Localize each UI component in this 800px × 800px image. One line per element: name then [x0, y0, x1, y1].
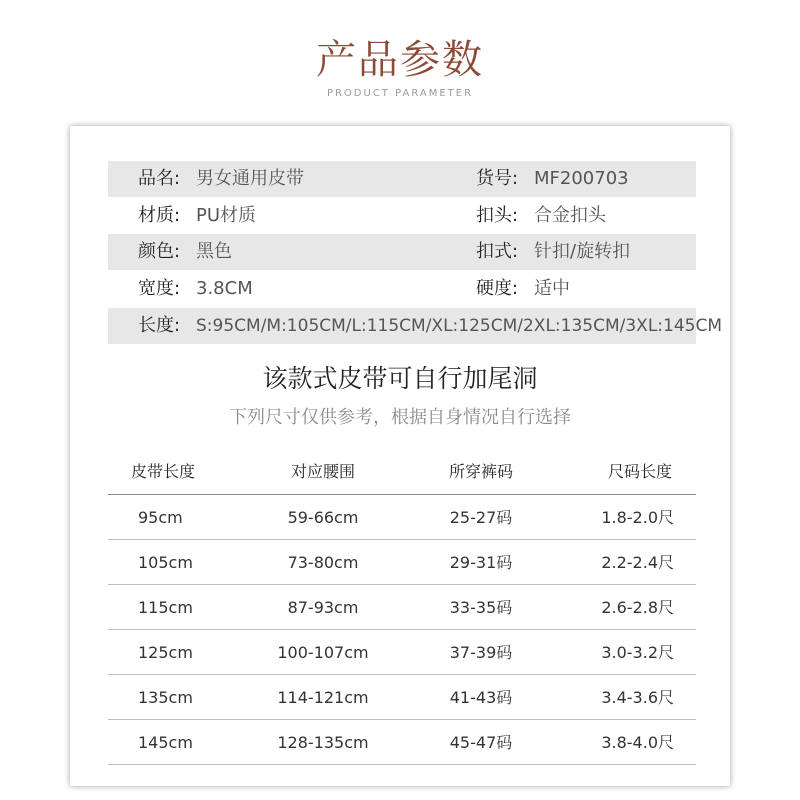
parameter-card	[70, 126, 730, 786]
spec-label: 硬度:	[476, 278, 519, 299]
table-cell: 128-135cm	[277, 733, 369, 752]
table-cell: 25-27码	[449, 508, 513, 527]
table-cell: 73-80cm	[287, 553, 359, 572]
spec-label: 扣式:	[476, 241, 519, 262]
column-header: 尺码长度	[607, 462, 672, 481]
table-cell: 33-35码	[449, 598, 513, 617]
spec-row-length	[108, 308, 723, 344]
table-cell: 29-31码	[449, 553, 513, 572]
column-header: 对应腰围	[290, 462, 355, 481]
spec-value: 3.8CM	[196, 278, 253, 299]
spec-row-width	[108, 271, 696, 307]
spec-value: 适中	[534, 278, 570, 299]
page-title: 产品参数	[316, 37, 484, 83]
table-cell: 45-47码	[449, 733, 513, 752]
table-row	[108, 720, 696, 765]
table-cell: 100-107cm	[277, 643, 369, 662]
belt-note-subheading: 下列尺寸仅供参考，根据自身情况自行选择	[229, 407, 571, 428]
table-row	[108, 585, 696, 630]
table-cell: 87-93cm	[287, 598, 359, 617]
spec-label: 颜色:	[138, 241, 181, 262]
table-cell: 41-43码	[449, 688, 513, 707]
table-cell: 2.6-2.8尺	[601, 598, 674, 617]
spec-label: 扣头:	[476, 205, 519, 226]
spec-label: 长度:	[138, 315, 181, 336]
spec-value: 合金扣头	[534, 205, 606, 226]
table-cell: 3.4-3.6尺	[601, 688, 674, 707]
table-cell: 3.0-3.2尺	[601, 643, 674, 662]
spec-row-material	[108, 198, 696, 234]
page-subtitle: PRODUCT PARAMETER	[326, 88, 474, 99]
table-cell: 37-39码	[449, 643, 513, 662]
spec-label: 宽度:	[138, 278, 181, 299]
spec-row-name	[108, 161, 696, 197]
table-row	[108, 630, 696, 675]
table-row	[108, 495, 696, 540]
table-cell: 135cm	[138, 688, 193, 707]
spec-value: 黑色	[196, 241, 232, 262]
table-row	[108, 675, 696, 720]
table-cell: 125cm	[138, 643, 193, 662]
table-cell: 95cm	[138, 508, 183, 527]
spec-value: MF200703	[534, 168, 629, 189]
table-cell: 114-121cm	[277, 688, 369, 707]
table-cell: 59-66cm	[287, 508, 359, 527]
belt-note-heading: 该款式皮带可自行加尾洞	[262, 364, 538, 393]
table-header-row	[108, 454, 696, 495]
spec-row-color	[108, 234, 696, 270]
table-cell: 145cm	[138, 733, 193, 752]
table-cell: 2.2-2.4尺	[601, 553, 674, 572]
table-cell: 105cm	[138, 553, 193, 572]
spec-value: PU材质	[196, 205, 257, 226]
table-cell: 3.8-4.0尺	[601, 733, 674, 752]
spec-label: 品名:	[138, 168, 181, 189]
table-cell: 1.8-2.0尺	[601, 508, 674, 527]
column-header: 皮带长度	[130, 462, 195, 481]
spec-value: 针扣/旋转扣	[534, 241, 631, 262]
spec-label: 材质:	[138, 205, 181, 226]
table-row	[108, 540, 696, 585]
spec-value: 男女通用皮带	[196, 168, 304, 189]
spec-label: 货号:	[476, 168, 519, 189]
table-cell: 115cm	[138, 598, 193, 617]
spec-value: S:95CM/M:105CM/L:115CM/XL:125CM/2XL:135CM/3XL:145CM	[196, 316, 723, 336]
size-table	[108, 454, 696, 765]
column-header: 所穿裤码	[448, 462, 513, 481]
